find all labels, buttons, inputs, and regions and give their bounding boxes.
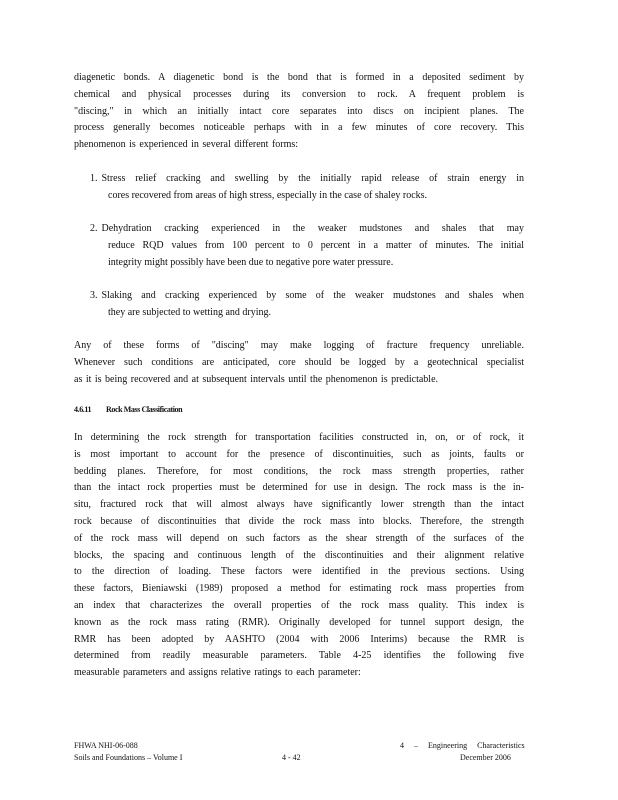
text-line: Stress relief cracking and swelling by the initially rapid release of strain energy in: [101, 173, 524, 184]
text-line: blocks, the spacing and continuous length of the discontinuities and their alignment relative: [74, 549, 524, 561]
intro-paragraph: [74, 70, 524, 154]
list-number: 3.: [90, 290, 98, 301]
text-line: cores recovered from areas of high stress, especially in the case of shaley rocks.: [108, 189, 428, 201]
footer-publication-id: FHWA NHI-06-088: [74, 741, 138, 750]
text-line: as it is being recovered and at subsequent intervals until the phenomenon is predictable.: [74, 373, 439, 385]
list-number: 2.: [90, 223, 98, 234]
section-heading: [74, 405, 182, 414]
page-number: 4 - 42: [282, 753, 301, 762]
section-title: Rock Mass Classification: [106, 405, 183, 414]
text-line: Whenever such conditions are anticipated, core should be logged by a geotechnical specialist: [74, 356, 524, 368]
text-line: determined from readily measurable parameters. Table 4-25 identifies the following five: [74, 650, 524, 662]
text-line: is most important to account for the presence of discontinuities, such as joints, faults or: [74, 448, 524, 460]
text-line: diagenetic bonds. A diagenetic bond is the bond that is formed in a deposited sediment by: [74, 72, 524, 83]
footer-right: [400, 740, 525, 764]
text-line: bedding planes. Therefore, for most conditions, the rock mass strength properties, rather: [74, 465, 524, 477]
text-line: integrity might possibly have been due to negative pore water pressure.: [108, 256, 394, 268]
text-line: In determining the rock strength for transportation facilities constructed in, on, or of rock, it: [74, 432, 524, 443]
footer-chapter: 4 – Engineering Characteristics: [400, 741, 525, 750]
text-line: Any of these forms of "discing" may make logging of fracture frequency unreliable.: [74, 340, 524, 351]
text-line: process generally becomes noticeable perhaps with in a few minutes of core recovery. This: [74, 122, 524, 134]
text-line: known as the rock mass rating (RMR). Originally developed for tunnel support design, the: [74, 616, 524, 628]
text-line: Slaking and cracking experienced by some of the weaker mudstones and shales when: [101, 290, 524, 301]
text-line: measurable parameters and assigns relative ratings to each parameter:: [74, 667, 361, 679]
text-line: they are subjected to wetting and drying.: [108, 306, 272, 318]
discing-paragraph: [74, 338, 524, 388]
text-line: of the rock mass will depend on such factors as the shear strength of the surfaces of the: [74, 532, 524, 544]
text-line: Dehydration cracking experienced in the weaker mudstones and shales that may: [101, 223, 524, 234]
footer-left: [74, 740, 182, 764]
text-line: than the intact rock properties must be determined for use in design. The rock mass is the in-: [74, 482, 524, 494]
text-line: situ, fractured rock that will almost always have significantly lower strength than the intact: [74, 499, 524, 511]
text-line: "discing," in which an initially intact core separates into discs on incipient planes. The: [74, 105, 524, 117]
text-line: RMR has been adopted by AASHTO (2004 with 2006 Interims) because the RMR is: [74, 633, 524, 645]
text-line: phenomenon is experienced in several different forms:: [74, 139, 299, 151]
footer-document-title: Soils and Foundations – Volume I: [74, 753, 183, 762]
list-item: [90, 171, 524, 205]
text-line: reduce RQD values from 100 percent to 0 percent in a matter of minutes. The initial: [108, 239, 524, 251]
text-line: chemical and physical processes during its conversion to rock. A frequent problem is: [74, 88, 524, 100]
text-line: rock because of discontinuities that divide the rock mass into blocks. Therefore, the strength: [74, 515, 524, 527]
list-item: [90, 221, 524, 271]
list-item: [90, 288, 524, 322]
text-line: an index that characterizes the overall properties of the rock mass quality. This index is: [74, 599, 524, 611]
text-line: to the direction of loading. These factors were identified in the previous sections. Using: [74, 566, 524, 578]
section-number: 4.6.11: [74, 405, 92, 414]
rmr-paragraph: [74, 430, 524, 682]
list-number: 1.: [90, 173, 98, 184]
text-line: these factors, Bieniawski (1989) proposed a method for estimating rock mass properties from: [74, 583, 524, 595]
footer-date: December 2006: [460, 753, 511, 762]
